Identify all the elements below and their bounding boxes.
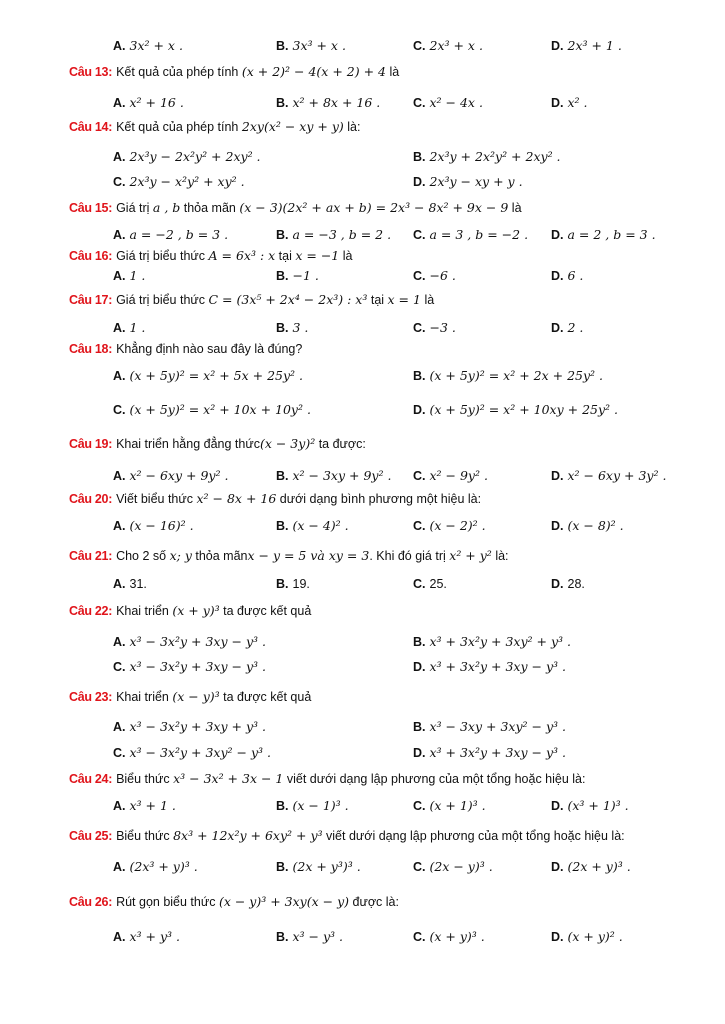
q17-option-a: A. 1 . xyxy=(113,320,146,335)
q17-option-c: C. −3 . xyxy=(413,320,456,335)
q14-option-b: B. 2x³y + 2x²y² + 2xy² . xyxy=(413,149,561,164)
q14-option-a: A. 2x³y − 2x²y² + 2xy² . xyxy=(113,149,261,164)
q12-option-c: C. 2x³ + x . xyxy=(413,38,483,53)
q12-option-a: A. 3x² + x . xyxy=(113,38,183,53)
q19-option-c: C. x² − 9y² . xyxy=(413,468,488,483)
q19-stem: Câu 19: Khai triển hằng đẳng thức(x − 3y)² ta được: xyxy=(69,436,366,451)
q18-option-c: C. (x + 5y)² = x² + 10x + 10y² . xyxy=(113,402,311,417)
q16-option-b: B. −1 . xyxy=(276,268,319,283)
q20-option-d: D. (x − 8)² . xyxy=(551,518,624,533)
q14-option-c: C. 2x³y − x²y² + xy² . xyxy=(113,174,245,189)
q23-stem: Câu 23: Khai triển (x − y)³ ta được kết quả xyxy=(69,689,312,704)
q22-option-d: D. x³ + 3x²y + 3xy − y³ . xyxy=(413,659,566,674)
q25-option-a: A. (2x³ + y)³ . xyxy=(113,859,198,874)
q26-option-a: A. x³ + y³ . xyxy=(113,929,181,944)
q25-option-c: C. (2x − y)³ . xyxy=(413,859,493,874)
q22-stem: Câu 22: Khai triển (x + y)³ ta được kết quả xyxy=(69,603,312,618)
q24-stem: Câu 24: Biểu thức x³ − 3x² + 3x − 1 viết dưới dạng lập phương của một tổng hoặc hiệu là: xyxy=(69,771,586,786)
q20-option-c: C. (x − 2)² . xyxy=(413,518,486,533)
q26-stem: Câu 26: Rút gọn biểu thức (x − y)³ + 3xy(x − y) được là: xyxy=(69,894,399,909)
q16-option-d: D. 6 . xyxy=(551,268,584,283)
q18-option-d: D. (x + 5y)² = x² + 10xy + 25y² . xyxy=(413,402,619,417)
q24-option-d: D. (x³ + 1)³ . xyxy=(551,798,629,813)
q18-stem: Câu 18: Khẳng định nào sau đây là đúng? xyxy=(69,342,303,356)
q19-option-a: A. x² − 6xy + 9y² . xyxy=(113,468,229,483)
q16-stem: Câu 16: Giá trị biểu thức A = 6x³ : x tại x = −1 là xyxy=(69,248,353,263)
q13-stem: Câu 13: Kết quả của phép tính (x + 2)² − 4(x + 2) + 4 là xyxy=(69,64,400,79)
q21-stem: Câu 21: Cho 2 số x; y thỏa mãnx − y = 5 và xy = 3. Khi đó giá trị x² + y² là: xyxy=(69,548,509,563)
q15-option-c: C. a = 3 , b = −2 . xyxy=(413,227,529,242)
q23-option-d: D. x³ + 3x²y + 3xy − y³ . xyxy=(413,745,566,760)
q19-option-b: B. x² − 3xy + 9y² . xyxy=(276,468,392,483)
q14-stem: Câu 14: Kết quả của phép tính 2xy(x² − xy + y) là: xyxy=(69,119,361,134)
q21-option-c: C. 25. xyxy=(413,577,447,591)
q18-option-a: A. (x + 5y)² = x² + 5x + 25y² . xyxy=(113,368,303,383)
q26-option-b: B. x³ − y³ . xyxy=(276,929,344,944)
q15-option-b: B. a = −3 , b = 2 . xyxy=(276,227,392,242)
q15-stem: Câu 15: Giá trị a , b thỏa mãn (x − 3)(2x² + ax + b) = 2x³ − 8x² + 9x − 9 là xyxy=(69,200,522,215)
q25-stem: Câu 25: Biểu thức 8x³ + 12x²y + 6xy² + y³ viết dưới dạng lập phương của một tổng hoặc hiệu là: xyxy=(69,828,625,843)
q26-option-c: C. (x + y)³ . xyxy=(413,929,485,944)
q21-option-b: B. 19. xyxy=(276,577,310,591)
q24-option-b: B. (x − 1)³ . xyxy=(276,798,349,813)
q13-option-d: D. x² . xyxy=(551,95,588,110)
q25-option-b: B. (2x + y³)³ . xyxy=(276,859,361,874)
q16-option-a: A. 1 . xyxy=(113,268,146,283)
q17-option-b: B. 3 . xyxy=(276,320,309,335)
q13-option-b: B. x² + 8x + 16 . xyxy=(276,95,381,110)
q15-option-d: D. a = 2 , b = 3 . xyxy=(551,227,656,242)
q13-option-c: C. x² − 4x . xyxy=(413,95,483,110)
q23-option-b: B. x³ − 3xy + 3xy² − y³ . xyxy=(413,719,566,734)
q23-option-c: C. x³ − 3x²y + 3xy² − y³ . xyxy=(113,745,271,760)
q15-option-a: A. a = −2 , b = 3 . xyxy=(113,227,229,242)
q18-option-b: B. (x + 5y)² = x² + 2x + 25y² . xyxy=(413,368,603,383)
q14-option-d: D. 2x³y − xy + y . xyxy=(413,174,523,189)
q22-option-b: B. x³ + 3x²y + 3xy² + y³ . xyxy=(413,634,571,649)
q24-option-c: C. (x + 1)³ . xyxy=(413,798,486,813)
q20-stem: Câu 20: Viết biểu thức x² − 8x + 16 dưới dạng bình phương một hiệu là: xyxy=(69,491,482,506)
q17-stem: Câu 17: Giá trị biểu thức C = (3x⁵ + 2x⁴ − 2x³) : x³ tại x = 1 là xyxy=(69,292,435,307)
q12-option-d: D. 2x³ + 1 . xyxy=(551,38,622,53)
q19-option-d: D. x² − 6xy + 3y² . xyxy=(551,468,667,483)
q22-option-a: A. x³ − 3x²y + 3xy − y³ . xyxy=(113,634,266,649)
q20-option-a: A. (x − 16)² . xyxy=(113,518,194,533)
q23-option-a: A. x³ − 3x²y + 3xy + y³ . xyxy=(113,719,266,734)
q17-option-d: D. 2 . xyxy=(551,320,584,335)
q26-option-d: D. (x + y)² . xyxy=(551,929,623,944)
q21-option-a: A. 31. xyxy=(113,577,147,591)
q16-option-c: C. −6 . xyxy=(413,268,456,283)
q13-option-a: A. x² + 16 . xyxy=(113,95,184,110)
q20-option-b: B. (x − 4)² . xyxy=(276,518,349,533)
q21-option-d: D. 28. xyxy=(551,577,585,591)
q22-option-c: C. x³ − 3x²y + 3xy − y³ . xyxy=(113,659,266,674)
q24-option-a: A. x³ + 1 . xyxy=(113,798,176,813)
q25-option-d: D. (2x + y)³ . xyxy=(551,859,631,874)
q12-option-b: B. 3x³ + x . xyxy=(276,38,346,53)
